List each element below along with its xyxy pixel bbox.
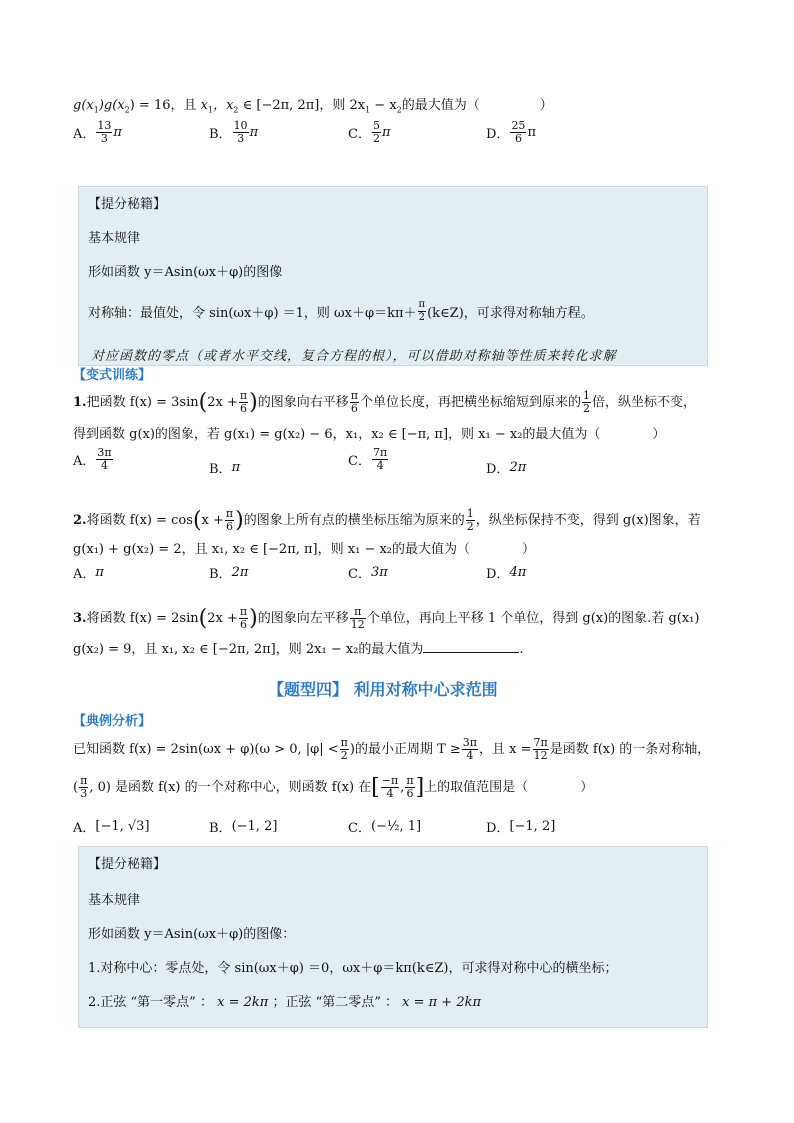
q1-line2-end: ） bbox=[652, 427, 666, 442]
q0-stem-h: 的最大值为（ bbox=[401, 98, 480, 113]
q2-option-a[interactable] bbox=[73, 563, 104, 582]
q3-text-a: 将函数 f(x) = 2sin bbox=[86, 610, 199, 626]
option-letter: D． bbox=[486, 821, 510, 836]
frac-num: −π bbox=[381, 774, 399, 787]
q0-stem-d: x bbox=[200, 98, 208, 113]
frac-den: 2 bbox=[372, 132, 380, 145]
option-letter: B． bbox=[209, 821, 232, 836]
q3-text-c: 的图象向左平移 bbox=[257, 610, 349, 626]
practice-q3-line2 bbox=[73, 640, 524, 659]
frac-num: π bbox=[418, 299, 426, 310]
option-text: 3π bbox=[370, 565, 388, 580]
practice-q1-line2 bbox=[73, 426, 665, 444]
tip-box-1 bbox=[78, 186, 708, 366]
frac-den: 3 bbox=[237, 132, 245, 145]
example-fraction-2 bbox=[462, 737, 478, 762]
tip-axis-fraction bbox=[418, 299, 427, 324]
q1-option-d[interactable] bbox=[486, 458, 526, 477]
option-letter: D． bbox=[486, 127, 510, 142]
example-text-end: ） bbox=[580, 779, 594, 795]
q0-stem-a: g(x bbox=[73, 98, 94, 113]
practice-q2-line2 bbox=[73, 541, 535, 559]
option-letter: A． bbox=[73, 127, 96, 142]
question-number: 3. bbox=[73, 610, 87, 626]
option-letter: A． bbox=[73, 567, 96, 582]
example-text-c: ，且 x = bbox=[479, 741, 532, 757]
frac-den: 12 bbox=[350, 618, 365, 631]
option-text: 2π bbox=[509, 460, 527, 475]
q2-text-d: ，纵坐标保持不变，得到 g(x)图象，若 bbox=[475, 512, 701, 528]
q1-option-b[interactable] bbox=[209, 458, 240, 477]
tip-title: 【提分秘籍】 bbox=[88, 197, 167, 212]
frac-den: 2 bbox=[340, 749, 348, 762]
tip-rule: 基本规律 bbox=[88, 893, 141, 908]
frac-num: 10 bbox=[233, 119, 248, 132]
right-bracket: ] bbox=[415, 774, 425, 800]
answer-blank[interactable] bbox=[423, 640, 519, 653]
frac-den: 6 bbox=[239, 618, 247, 631]
example-text-a: 已知函数 f(x) = 2sin(ωx + φ)(ω > 0, |φ| < bbox=[73, 741, 339, 757]
example-option-a[interactable] bbox=[73, 817, 150, 836]
frac-num: π bbox=[406, 774, 414, 787]
example-fraction-3 bbox=[533, 737, 549, 762]
left-paren: ( bbox=[198, 605, 208, 631]
q2-text-b: x + bbox=[201, 512, 224, 528]
example-fraction-5 bbox=[381, 775, 399, 800]
example-line2: ( $\frac{\pi}{3}$ , 0) 是函数 f(x) 的一个对称中心，则函数 f(x) 在 [ $\frac{-\pi}{4}$ , $\frac{\pi}{6}$ ] 上的取值范围是（ ） bbox=[73, 774, 594, 800]
q0-stem-e: ，x bbox=[213, 98, 234, 113]
frac-den: 6 bbox=[350, 402, 358, 415]
tip-item-2-b: x = 2kπ bbox=[217, 995, 269, 1010]
right-paren: ) bbox=[249, 389, 258, 415]
option-fraction bbox=[96, 120, 112, 145]
tip-item-2 bbox=[88, 991, 481, 1010]
right-paren: ) bbox=[235, 507, 244, 533]
example-text-e: ( bbox=[73, 779, 79, 795]
q1-text-b: 2x + bbox=[207, 394, 238, 410]
example-option-c[interactable] bbox=[348, 817, 421, 836]
frac-den: 2 bbox=[582, 402, 590, 415]
frac-num: π bbox=[239, 389, 248, 402]
option-text: π bbox=[95, 565, 104, 580]
q2-fraction-1 bbox=[225, 508, 234, 533]
frac-num: π bbox=[340, 736, 348, 749]
option-tail: π bbox=[113, 125, 122, 140]
frac-num: 3π bbox=[462, 736, 478, 749]
frac-num: π bbox=[350, 389, 358, 402]
tip-box-2 bbox=[78, 846, 708, 1028]
q1-line2-text: 得到函数 g(x)的图象，若 g(x₁) = g(x₂) − 6，x₁，x₂ ∈ [−π, π]，则 x₁ − x₂的最大值为（ bbox=[73, 427, 601, 442]
frac-den: 6 bbox=[226, 520, 233, 533]
q1-fraction-2 bbox=[350, 390, 359, 415]
q2-line2-end: ） bbox=[522, 542, 536, 557]
frac-num: 1 bbox=[582, 389, 590, 402]
q0-stem-b: )g(x bbox=[98, 98, 125, 113]
practice-header: 【变式训练】 bbox=[73, 368, 152, 383]
question-number: 1. bbox=[73, 394, 87, 410]
option-letter: C． bbox=[348, 821, 371, 836]
example-fraction-6 bbox=[405, 775, 414, 800]
tip-axis-text-b: (k∈Z)，可求得对称轴方程。 bbox=[427, 306, 594, 321]
frac-num: 1 bbox=[466, 507, 474, 520]
frac-den: 6 bbox=[406, 787, 414, 800]
option-text: [−1, 2] bbox=[509, 819, 556, 834]
practice-q1-line1 bbox=[73, 390, 696, 415]
option-letter: B． bbox=[209, 127, 232, 142]
q0-option-c[interactable] bbox=[348, 120, 391, 145]
example-line1 bbox=[73, 737, 710, 762]
left-paren: ( bbox=[198, 389, 208, 415]
frac-den: 4 bbox=[386, 787, 394, 800]
frac-den: 3 bbox=[80, 787, 88, 800]
left-paren: ( bbox=[192, 507, 202, 533]
option-fraction bbox=[372, 120, 381, 145]
tip-axis bbox=[88, 299, 594, 324]
example-option-d[interactable] bbox=[486, 817, 555, 836]
frac-den: 3 bbox=[100, 132, 108, 145]
option-text: [−1, √3] bbox=[95, 819, 150, 834]
q0-option-a[interactable] bbox=[73, 120, 122, 145]
q0-option-b[interactable] bbox=[209, 120, 258, 145]
q1-text-a: 把函数 f(x) = 3sin bbox=[86, 394, 199, 410]
q1-text-c: 的图象向右平移 bbox=[257, 394, 349, 410]
tip-form: 形如函数 y＝Asin(ωx＋φ)的图像 bbox=[88, 265, 283, 280]
q3-text-d: 个单位，再向上平移 1 个单位，得到 g(x)的图象.若 g(x₁) bbox=[366, 610, 700, 626]
q2-option-c[interactable] bbox=[348, 563, 388, 582]
tip-item-2-d: x = π + 2kπ bbox=[402, 995, 482, 1010]
q1-option-c[interactable] bbox=[348, 447, 389, 472]
frac-den: 2 bbox=[418, 312, 425, 323]
left-bracket: [ bbox=[371, 774, 380, 800]
option-fraction bbox=[96, 447, 112, 472]
frac-den: 4 bbox=[376, 459, 384, 472]
q2-text-a: 将函数 f(x) = cos bbox=[86, 512, 193, 528]
option-text: π bbox=[231, 460, 241, 475]
right-paren: ) bbox=[249, 605, 258, 631]
option-letter: B． bbox=[209, 567, 232, 582]
q0-stem-g: − x bbox=[370, 98, 397, 113]
option-letter: C． bbox=[348, 454, 371, 469]
tip-note: 对应函数的零点（或者水平交线，复合方程的根），可以借助对称轴等性质来转化求解 bbox=[91, 349, 617, 364]
frac-num: 7π bbox=[372, 446, 388, 459]
q1-text-d: 个单位长度，再把横坐标缩短到原来的 bbox=[359, 394, 581, 410]
option-letter: D． bbox=[486, 462, 510, 477]
example-option-b[interactable] bbox=[209, 817, 277, 836]
example-text-g: 上的取值范围是（ bbox=[424, 779, 529, 795]
tip-form: 形如函数 y＝Asin(ωx＋φ)的图像： bbox=[88, 927, 296, 942]
example-header: 【典例分析】 bbox=[73, 714, 152, 729]
example-text-d: 是函数 f(x) 的一条对称轴， bbox=[549, 741, 711, 757]
option-text: (−1, 2] bbox=[231, 819, 278, 834]
example-fraction-1 bbox=[340, 737, 349, 762]
option-letter: A． bbox=[73, 454, 96, 469]
q3-fraction-1 bbox=[239, 606, 248, 631]
q0-stem-c: ) = 16，且 bbox=[129, 98, 197, 113]
q2-text-c: 的图象上所有点的横坐标压缩为原来的 bbox=[243, 512, 465, 528]
option-text: 2π bbox=[231, 565, 249, 580]
tip-item-2-a: 2.正弦 “第一零点” ： bbox=[88, 995, 213, 1010]
example-text-b: )的最小正周期 T ≥ bbox=[349, 741, 461, 757]
tip-item-2-c: ；正弦 “第二零点” ： bbox=[272, 995, 398, 1010]
frac-num: π bbox=[80, 774, 88, 787]
q0-stem: $g(x_1)g(x_2) = 16$，且 $x_1$，$x_2$ ∈ [−2π, 2π]，则 $2x_1 - x_2$的最大值为（ ） bbox=[73, 98, 553, 115]
tip-item-1: 1.对称中心：零点处，令 sin(ωx＋φ) ＝0，ωx＋φ＝kπ(k∈Z)，可求得对称中心的横坐标； bbox=[88, 961, 618, 976]
q3-text-b: 2x + bbox=[207, 610, 238, 626]
option-tail: π bbox=[527, 125, 536, 140]
q1-fraction-3 bbox=[582, 390, 591, 415]
option-text: (−½, 1] bbox=[370, 819, 422, 834]
practice-q3-line1 bbox=[73, 606, 699, 631]
frac-num: 3π bbox=[97, 446, 112, 459]
question-number: 2. bbox=[73, 512, 87, 528]
q2-fraction-2 bbox=[466, 508, 475, 533]
frac-den: 4 bbox=[466, 749, 474, 762]
q1-text-e: 倍，纵坐标不变， bbox=[591, 394, 696, 410]
q2-line2-text: g(x₁) + g(x₂) = 2，且 x₁, x₂ ∈ [−2π, π]，则 x₁ − x₂的最大值为（ bbox=[73, 542, 471, 557]
frac-den: 6 bbox=[239, 402, 247, 415]
q1-option-a[interactable] bbox=[73, 447, 114, 472]
option-fraction bbox=[372, 447, 388, 472]
frac-num: π bbox=[239, 605, 248, 618]
frac-num: 13 bbox=[97, 119, 112, 132]
q0-stem-f: ∈ [−2π, 2π]，则 2x bbox=[238, 98, 366, 113]
option-letter: B． bbox=[209, 462, 232, 477]
option-letter: C． bbox=[348, 567, 371, 582]
tip-rule: 基本规律 bbox=[88, 231, 141, 246]
frac-num: 7π bbox=[533, 736, 548, 749]
frac-den: 12 bbox=[533, 749, 548, 762]
q2-option-b[interactable] bbox=[209, 563, 248, 582]
option-letter: A． bbox=[73, 821, 96, 836]
section-title: 【题型四】 利用对称中心求范围 bbox=[268, 680, 498, 699]
q3-fraction-2 bbox=[350, 606, 366, 631]
example-text-f: , 0) 是函数 f(x) 的一个对称中心，则函数 f(x) 在 bbox=[89, 779, 372, 795]
option-tail: π bbox=[249, 125, 259, 140]
q3-line2-text: g(x₂) = 9，且 x₁, x₂ ∈ [−2π, 2π]，则 2x₁ − x₂的最大值为 bbox=[73, 642, 424, 657]
frac-num: π bbox=[225, 507, 234, 520]
tip-title: 【提分秘籍】 bbox=[88, 857, 167, 872]
option-tail: π bbox=[381, 125, 391, 140]
option-text: 4π bbox=[509, 565, 527, 580]
q3-line2-end: . bbox=[519, 642, 524, 657]
frac-num: π bbox=[350, 606, 366, 619]
q0-option-d[interactable] bbox=[486, 120, 536, 145]
practice-q2-line1 bbox=[73, 508, 701, 533]
frac-num: 5 bbox=[372, 119, 380, 132]
frac-den: 6 bbox=[514, 132, 522, 145]
frac-den: 2 bbox=[466, 520, 474, 533]
q2-option-d[interactable] bbox=[486, 563, 526, 582]
example-fraction-4 bbox=[79, 775, 88, 800]
option-fraction bbox=[233, 120, 249, 145]
tip-axis-text-a: 对称轴：最值处，令 sin(ωx＋φ) ＝1，则 ωx＋φ＝kπ＋ bbox=[88, 306, 417, 321]
option-fraction bbox=[510, 120, 526, 145]
option-letter: C． bbox=[348, 127, 371, 142]
option-letter: D． bbox=[486, 567, 510, 582]
q1-fraction-1 bbox=[239, 390, 248, 415]
frac-den: 4 bbox=[101, 459, 108, 472]
frac-num: 25 bbox=[511, 119, 526, 132]
q0-stem-i: ） bbox=[539, 98, 553, 113]
